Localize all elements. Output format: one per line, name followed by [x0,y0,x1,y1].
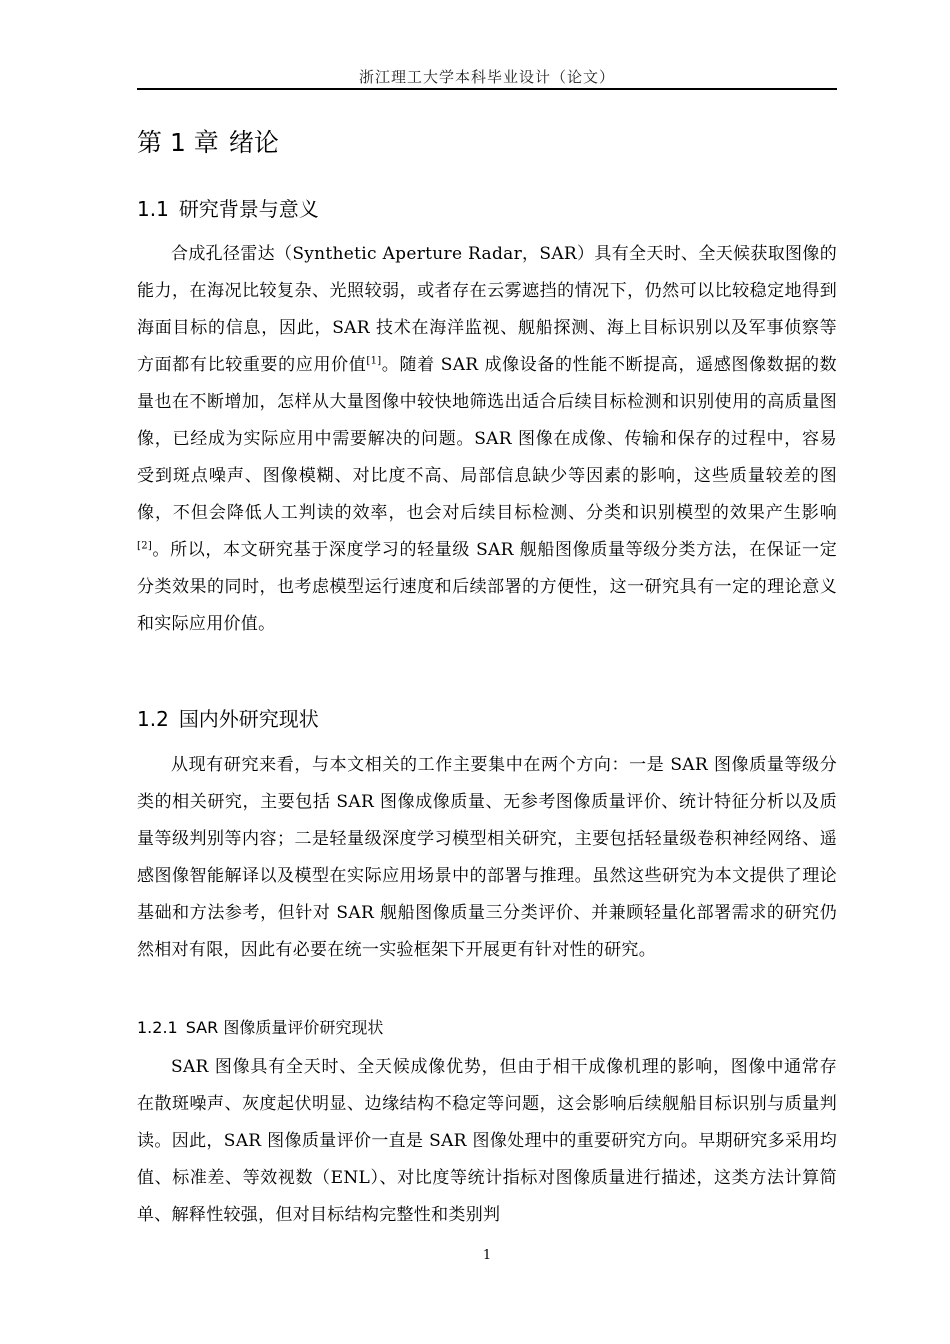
chapter-title: 绪论 [228,128,279,157]
section-title: 研究背景与意义 [178,197,319,221]
body-paragraph: 从现有研究来看，与本文相关的工作主要集中在两个方向：一是 SAR 图像质量等级分类的相关研究，主要包括 SAR 图像成像质量、无参考图像质量评价、统计特征分析以及质量等级判别等内容；二是轻量级深度学习模型相关研究，主要包括轻量级卷积神经网络、遥感图像智能解译以及模型在实际应用场景中的部署与推理。虽然这些研究为本文提供了理论基础和方法参考，但针对 SAR 舰船图像质量三分类评价、并兼顾轻量化部署需求的研究仍然相对有限，因此有必要在统一实验框架下开展更有针对性的研究。 [137,755,837,960]
section-number: 1.2 [137,707,169,731]
section-heading-1-2 [137,703,319,732]
paragraph-text: 合成孔径雷达（Synthetic Aperture Radar，SAR）具有全天时、全天候获取图像的能力，在海况比较复杂、光照较弱，或者存在云雾遮挡的情况下，仍然可以比较稳定地得到海面目标的信息，因此，SAR 技术在海洋监视、舰船探测、海上目标识别以及军事侦察等方面都有比较重要的应用价值 [137,244,837,375]
body-paragraph: SAR 图像具有全天时、全天候成像优势，但由于相干成像机理的影响，图像中通常存在散斑噪声、灰度起伏明显、边缘结构不稳定等问题，这会影响后续舰船目标识别与质量判读。因此，SAR 图像质量评价一直是 SAR 图像处理中的重要研究方向。早期研究多采用均值、标准差、等效视数（ENL）、对比度等统计指标对图像质量进行描述，这类方法计算简单、解释性较强，但对目标结构完整性和类别判 [137,1057,837,1225]
page-number: 1 [482,1248,492,1263]
citation-2[interactable]: [2] [137,540,153,552]
paragraph-text: 。所以，本文研究基于深度学习的轻量级 SAR 舰船图像质量等级分类方法，在保证一定分类效果的同时，也考虑模型运行速度和后续部署的方便性，这一研究具有一定的理论意义和实际应用价值。 [137,540,837,634]
header-rule [137,88,837,90]
subsection-heading-1-2-1 [137,1015,383,1038]
paragraph-text: 。随着 SAR 成像设备的性能不断提高，遥感图像数据的数量也在不断增加，怎样从大量图像中较快地筛选出适合后续目标检测和识别使用的高质量图像，已经成为实际应用中需要解决的问题。SAR 图像在成像、传输和保存的过程中，容易受到斑点噪声、图像模糊、对比度不高、局部信息缺少等因素的影响，这些质量较差的图像，不但会降低人工判读的效率，也会对后续目标检测、分类和识别模型的效果产生影响 [137,355,837,523]
section-title: 国内外研究现状 [178,707,319,731]
chapter-heading [137,123,279,159]
section-heading-1-1 [137,193,319,222]
chapter-number: 第 1 章 [137,128,219,157]
running-header: 浙江理工大学本科毕业设计（论文） [358,68,615,86]
body-paragraph [137,236,837,643]
subsection-number: 1.2.1 [137,1018,178,1037]
citation-1[interactable]: [1] [366,355,382,367]
subsection-title: SAR 图像质量评价研究现状 [185,1018,384,1037]
section-number: 1.1 [137,197,169,221]
